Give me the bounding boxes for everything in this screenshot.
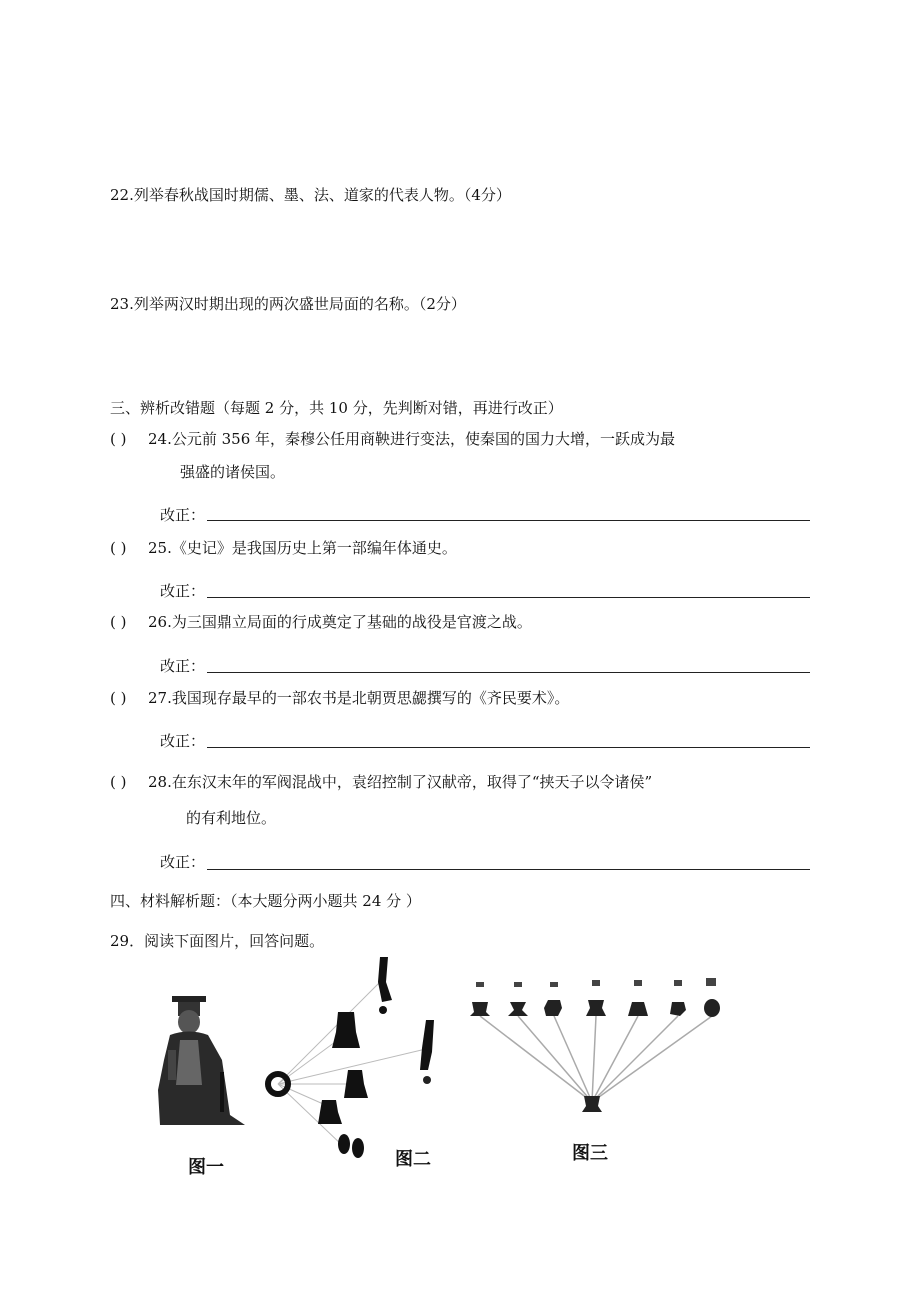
- answer-blank-26[interactable]: ( ): [110, 613, 127, 631]
- correction-line-25[interactable]: [207, 597, 810, 598]
- question-27: 27.我国现存最早的一部农书是北朝贾思勰撰写的《齐民要术》。: [148, 689, 570, 707]
- answer-blank-28[interactable]: ( ): [110, 773, 127, 791]
- question-25: 25.《史记》是我国历史上第一部编年体通史。: [148, 539, 457, 557]
- correction-label-26: 改正：: [160, 657, 206, 675]
- question-23: 23.列举两汉时期出现的两次盛世局面的名称。（2分）: [110, 295, 466, 313]
- answer-blank-24[interactable]: ( ): [110, 430, 127, 448]
- correction-label-24: 改正：: [160, 506, 206, 524]
- question-24: 24.公元前 356 年，秦穆公任用商鞅进行变法，使秦国的国力大增，一跃成为最: [148, 430, 676, 448]
- section-3-heading: 三、辨析改错题（每题 2 分，共 10 分，先判断对错，再进行改正）: [110, 399, 563, 417]
- correction-line-26[interactable]: [207, 672, 810, 673]
- correction-label-28: 改正：: [160, 853, 206, 871]
- question-28-cont: 的有利地位。: [186, 809, 277, 827]
- figure-3-scripts-image: [462, 972, 727, 1122]
- question-24-cont: 强盛的诸侯国。: [180, 463, 286, 481]
- correction-line-28[interactable]: [207, 869, 810, 870]
- question-22: 22.列举春秋战国时期儒、墨、法、道家的代表人物。（4分）: [110, 186, 511, 204]
- correction-line-27[interactable]: [207, 747, 810, 748]
- figure-2-caption: 图二: [395, 1149, 431, 1170]
- correction-label-27: 改正：: [160, 732, 206, 750]
- answer-blank-27[interactable]: ( ): [110, 689, 127, 707]
- question-26: 26.为三国鼎立局面的行成奠定了基础的战役是官渡之战。: [148, 613, 532, 631]
- figure-1-emperor-image: [150, 990, 250, 1130]
- figure-1-caption: 图一: [188, 1157, 224, 1178]
- correction-line-24[interactable]: [207, 520, 810, 521]
- question-29: 29．阅读下面图片，回答问题。: [110, 932, 325, 950]
- figure-2-currency-image: [262, 952, 447, 1167]
- correction-label-25: 改正：: [160, 582, 206, 600]
- question-28: 28.在东汉末年的军阀混战中，袁绍控制了汉献帝，取得了“挟天子以令诸侯”: [148, 773, 653, 791]
- figure-3-caption: 图三: [572, 1143, 608, 1164]
- section-4-heading: 四、材料解析题：（本大题分两小题共 24 分 ）: [110, 892, 421, 910]
- answer-blank-25[interactable]: ( ): [110, 539, 127, 557]
